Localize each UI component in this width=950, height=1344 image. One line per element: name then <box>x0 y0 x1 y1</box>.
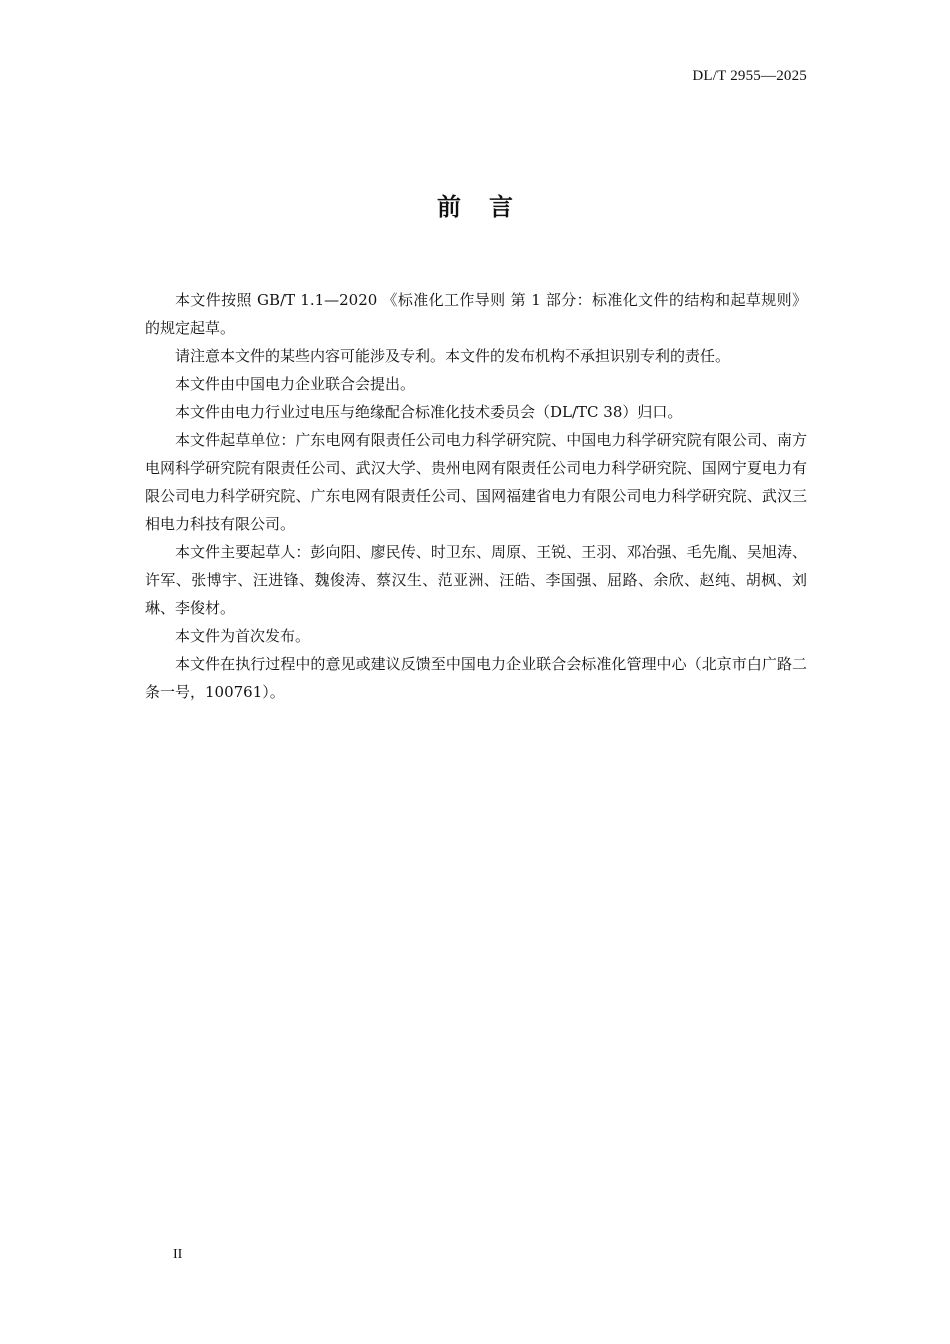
paragraph-feedback: 本文件在执行过程中的意见或建议反馈至中国电力企业联合会标准化管理中心（北京市白广路二条一号，100761）。 <box>145 655 807 701</box>
paragraph-proposer: 本文件由中国电力企业联合会提出。 <box>175 375 416 393</box>
foreword-body <box>145 286 807 706</box>
paragraph-first-release: 本文件为首次发布。 <box>175 627 311 645</box>
paragraph-patent-notice: 请注意本文件的某些内容可能涉及专利。本文件的发布机构不承担识别专利的责任。 <box>175 347 731 365</box>
paragraph-drafters: 本文件主要起草人：彭向阳、廖民传、时卫东、周原、王锐、王羽、邓冶强、毛先胤、吴旭涛、许军、张博宇、汪进锋、魏俊涛、蔡汉生、范亚洲、汪皓、李国强、屈路、余欣、赵纯、胡枫、刘琳、李俊材。 <box>145 543 807 617</box>
paragraph-drafting-units: 本文件起草单位：广东电网有限责任公司电力科学研究院、中国电力科学研究院有限公司、南方电网科学研究院有限责任公司、武汉大学、贵州电网有限责任公司电力科学研究院、国网宁夏电力有限公司电力科学研究院、广东电网有限责任公司、国网福建省电力有限公司电力科学研究院、武汉三相电力科技有限公司。 <box>145 431 807 533</box>
paragraph-drafting-rules: 本文件按照 GB/T 1.1—2020 《标准化工作导则 第 1 部分：标准化文件的结构和起草规则》的规定起草。 <box>145 291 807 337</box>
paragraph-committee: 本文件由电力行业过电压与绝缘配合标准化技术委员会（DL/TC 38）归口。 <box>175 403 683 421</box>
page-title: 前言 <box>437 193 541 221</box>
page-number: II <box>173 1247 183 1262</box>
document-code: DL/T 2955—2025 <box>692 68 807 84</box>
